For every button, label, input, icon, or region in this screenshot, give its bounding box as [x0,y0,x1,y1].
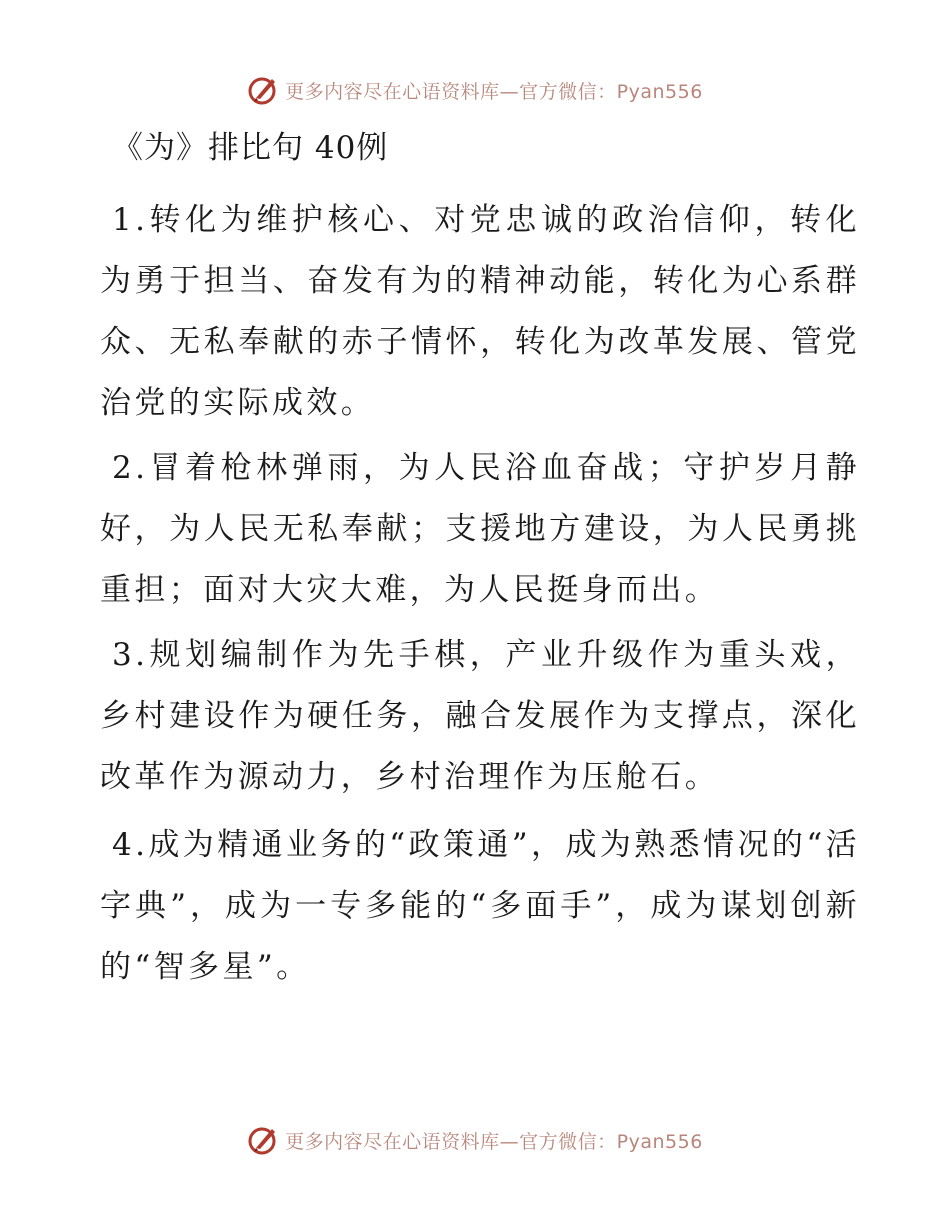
header-banner [0,70,950,110]
banner-text: 更多内容尽在心语资料库—官方微信：Pyan556 [285,80,703,103]
paragraph-4: 4.成为精通业务的“政策通”，成为熟悉情况的“活字典”，成为一专多能的“多面手”，成为谋划创新的“智多星”。 [100,827,860,985]
paragraph-2: 2.冒着枪林弹雨，为人民浴血奋战；守护岁月静好，为人民无私奉献；支援地方建设，为人民勇挑重担；面对大灾大难，为人民挺身而出。 [100,450,860,608]
quill-circle-logo-icon [247,74,279,106]
paragraph-3: 3.规划编制作为先手棋，产业升级作为重头戏，乡村建设作为硬任务，融合发展作为支撑点，深化改革作为源动力，乡村治理作为压舱石。 [100,637,860,795]
paragraph-1: 1.转化为维护核心、对党忠诚的政治信仰，转化为勇于担当、奋发有为的精神动能，转化为心系群众、无私奉献的赤子情怀，转化为改革发展、管党治党的实际成效。 [100,202,860,421]
quill-circle-logo-icon [247,1124,279,1156]
footer-banner [0,1120,950,1160]
document-title: 《为》排比句 40例 [112,130,389,166]
banner-text: 更多内容尽在心语资料库—官方微信：Pyan556 [285,1130,703,1153]
